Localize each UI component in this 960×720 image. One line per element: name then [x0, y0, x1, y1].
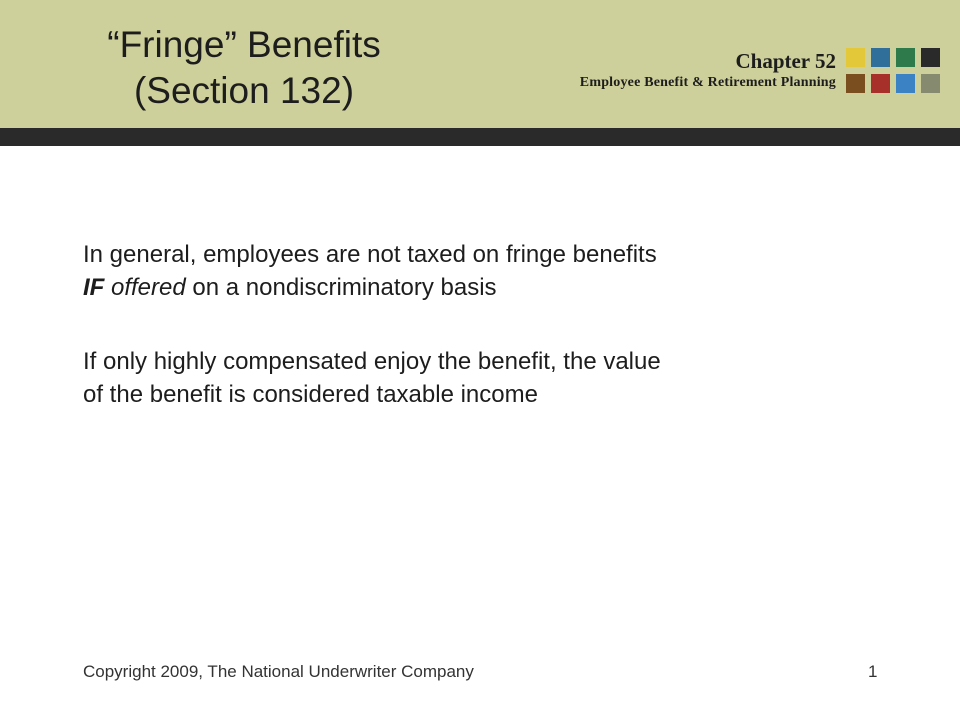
body-content — [83, 238, 883, 452]
logo-square — [896, 48, 915, 67]
chapter-label: Chapter 52 — [735, 49, 836, 73]
paragraph-1 — [83, 238, 883, 304]
logo-square — [871, 74, 890, 93]
header-divider — [0, 128, 960, 146]
para1-emphasis-if: IF — [83, 274, 105, 301]
logo-square — [921, 48, 940, 67]
page-number: 1 — [868, 662, 878, 681]
para2-line-1: If only highly compensated enjoy the benefit, the value — [83, 348, 661, 375]
para1-rest: on a nondiscriminatory basis — [192, 274, 497, 301]
logo-square — [871, 48, 890, 67]
title-line-1: “Fringe” Benefits — [107, 24, 381, 65]
chapter-block — [580, 48, 836, 92]
logo-square — [846, 74, 865, 93]
logo-square — [896, 74, 915, 93]
para2-line-2: of the benefit is considered taxable income — [83, 381, 538, 408]
logo-square — [921, 74, 940, 93]
para1-text: In general, employees are not taxed on fringe benefits — [83, 241, 657, 268]
title-line-2: (Section 132) — [133, 70, 355, 111]
para1-emphasis-offered: offered — [111, 274, 186, 301]
logo-square — [846, 48, 865, 67]
footer-copyright: Copyright 2009, The National Underwriter Company — [83, 662, 474, 681]
logo-squares — [846, 48, 942, 94]
slide-title — [34, 22, 454, 114]
paragraph-2 — [83, 345, 883, 411]
chapter-subtitle: Employee Benefit & Retirement Planning — [579, 75, 836, 90]
